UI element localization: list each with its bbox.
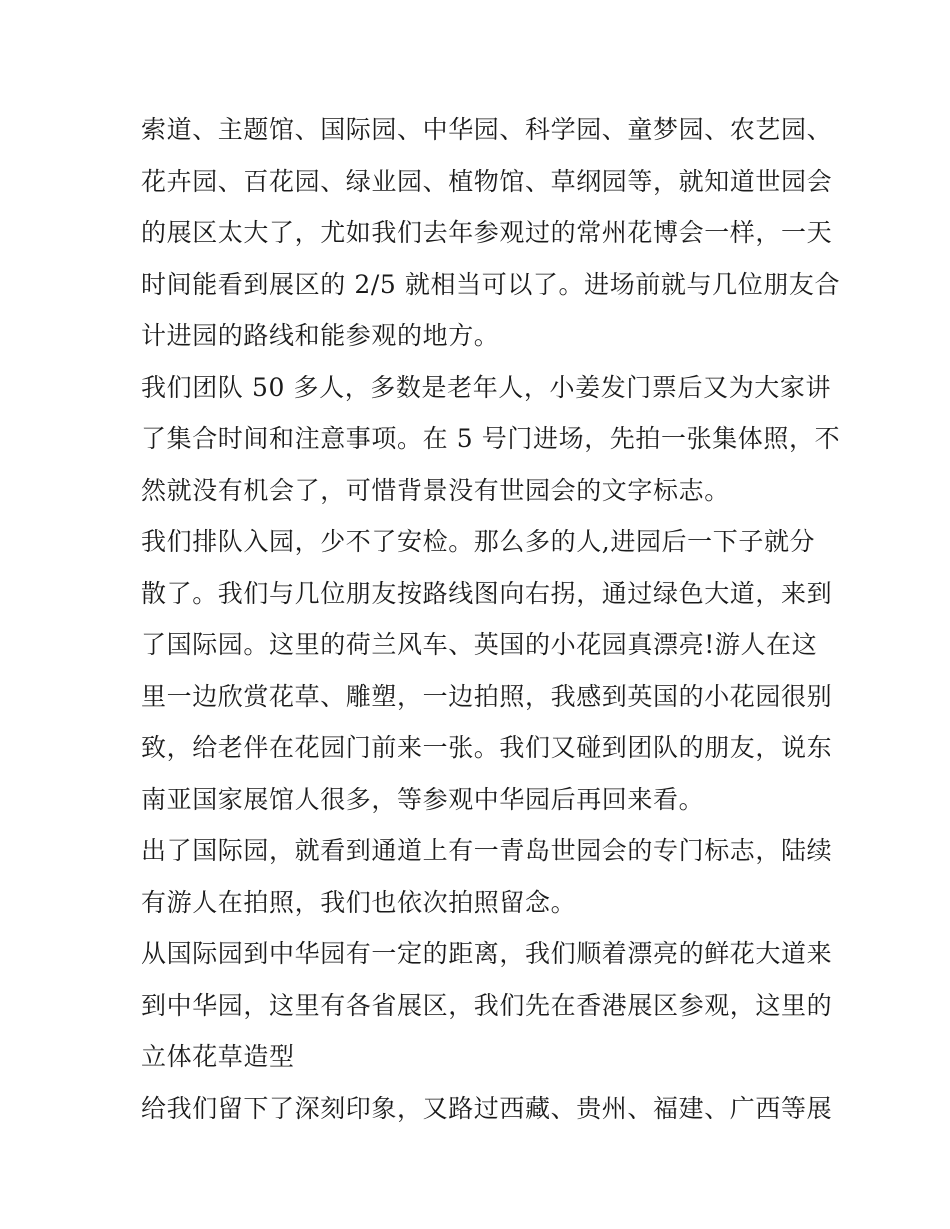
text-line: 计进园的路线和能参观的地方。 <box>141 321 500 350</box>
text-line: 时间能看到展区的 2/5 就相当可以了。进场前就与几位朋友合 <box>141 269 841 299</box>
text-line: 花卉园、百花园、绿业园、植物馆、草纲园等，就知道世园会 <box>141 166 833 196</box>
text-line: 我们排队入园，少不了安检。那么多的人,进园后一下子就分 <box>141 527 816 556</box>
text-line: 给我们留下了深刻印象，又路过西藏、贵州、福建、广西等展 <box>141 1093 833 1123</box>
text-line: 出了国际园，就看到通道上有一青岛世园会的专门标志，陆续 <box>141 836 833 865</box>
text-line: 然就没有机会了，可惜背景没有世园会的文字标志。 <box>141 475 730 505</box>
text-line: 散了。我们与几位朋友按路线图向右拐，通过绿色大道，来到 <box>141 578 833 608</box>
text-line: 致，给老伴在花园门前来一张。我们又碰到团队的朋友，说东 <box>141 733 833 762</box>
text-line: 立体花草造型 <box>141 1042 295 1071</box>
text-line: 到中华园，这里有各省展区，我们先在香港展区参观，这里的 <box>141 990 833 1020</box>
text-line: 里一边欣赏花草、雕塑，一边拍照，我感到英国的小花园很别 <box>141 681 833 711</box>
text-line: 有游人在拍照，我们也依次拍照留念。 <box>141 887 577 917</box>
text-line: 了集合时间和注意事项。在 5 号门进场，先拍一张集体照，不 <box>141 424 841 453</box>
text-line: 的展区太大了，尤如我们去年参观过的常州花博会一样，一天 <box>141 218 833 247</box>
text-line: 我们团队 50 多人，多数是老年人，小姜发门票后又为大家讲 <box>141 372 832 402</box>
document-body <box>141 104 841 1134</box>
text-line: 南亚国家展馆人很多，等参观中华园后再回来看。 <box>141 784 705 814</box>
text-line: 从国际园到中华园有一定的距离，我们顺着漂亮的鲜花大道来 <box>141 939 833 968</box>
text-line: 了国际园。这里的荷兰风车、英国的小花园真漂亮!游人在这 <box>141 630 818 659</box>
text-line: 索道、主题馆、国际园、中华园、科学园、童梦园、农艺园、 <box>141 115 833 144</box>
